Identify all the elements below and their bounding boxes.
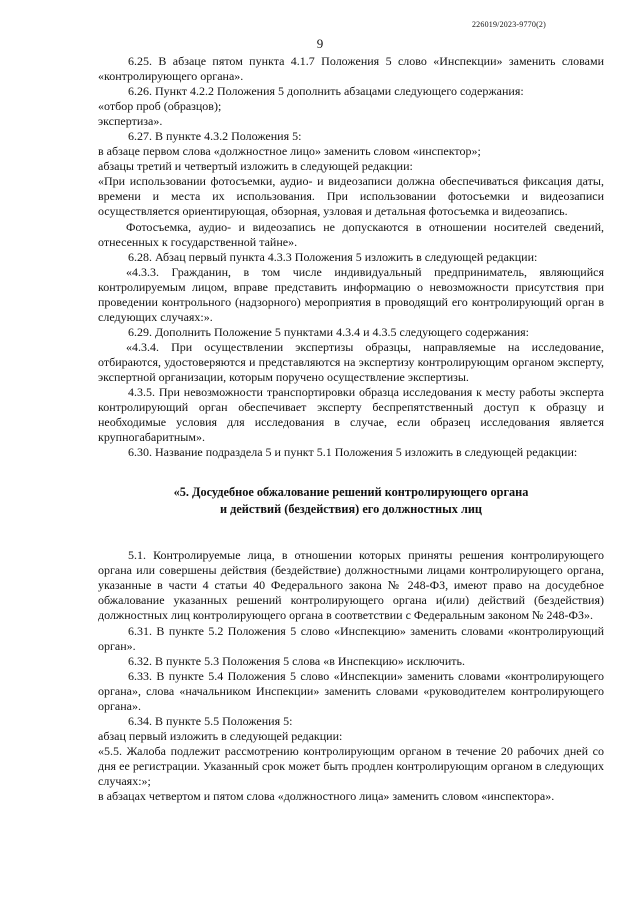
- paragraph-6-28: 6.28. Абзац первый пункта 4.3.3 Положения 5 изложить в следующей редакции:: [128, 249, 538, 264]
- document-number: 226019/2023-9770(2): [471, 20, 546, 29]
- paragraph-6-29: 6.29. Дополнить Положение 5 пунктами 4.3.4 и 4.3.5 следующего содержания:: [128, 324, 529, 339]
- paragraph-6-32: 6.32. В пункте 5.3 Положения 5 слова «в Инспекцию» исключить.: [128, 653, 465, 668]
- paragraph-6-26: 6.26. Пункт 4.2.2 Положения 5 дополнить абзацами следующего содержания:: [128, 84, 524, 99]
- paragraph-6-34: 6.34. В пункте 5.5 Положения 5:: [128, 713, 293, 728]
- paragraph-6-26-a: «отбор проб (образцов);: [98, 99, 222, 114]
- paragraph-6-27: 6.27. В пункте 4.3.2 Положения 5:: [128, 129, 302, 144]
- paragraph-5-1: 5.1. Контролируемые лица, в отношении которых приняты решения контролирующего органа или совершены действия (бездействие) должностными лицами контролирующего органа, указанные в части 4 статьи 40 Федерального закона № 248-ФЗ, имеют право на досудебное обжалование указанных решений контролирующего органа и(или) действий (бездействия) должностных лиц контролирующего органа в соответствии с Федеральным законом № 248-ФЗ».: [98, 548, 604, 623]
- paragraph-6-27-c: «При использовании фотосъемки, аудио- и видеозаписи должна обеспечиваться фиксация даты, времени и места их использования. При использовании фотосъемки и видеозаписи осуществляется ориентирующая, обзорная, узловая и детальная фотосъемка и видеозапись.: [98, 174, 604, 219]
- paragraph-6-34-a: абзац первый изложить в следующей редакции:: [98, 728, 343, 743]
- section-heading: [98, 484, 604, 518]
- paragraph-6-27-a: в абзаце первом слова «должностное лицо» заменить словом «инспектор»;: [98, 144, 481, 159]
- paragraph-6-25: 6.25. В абзаце пятом пункта 4.1.7 Положения 5 слово «Инспекции» заменить словами «контролирующего органа».: [98, 54, 604, 84]
- paragraph-6-29-b: 4.3.5. При невозможности транспортировки образца исследования к месту работы эксперта контролирующий орган обеспечивает эксперту беспрепятственный доступ к образцу и необходимые условия для исследования в случае, если образец исследования является крупногабаритным».: [98, 385, 604, 445]
- paragraph-6-34-b: «5.5. Жалоба подлежит рассмотрению контролирующим органом в течение 20 рабочих дней со дня ее регистрации. Указанный срок может быть продлен контролирующим органом в следующих случаях:»;: [98, 743, 604, 788]
- paragraph-6-28-a: «4.3.3. Гражданин, в том числе индивидуальный предприниматель, являющийся контролируемым лицом, вправе представить информацию о невозможности присутствия при проведении контрольного (надзорного) мероприятия в проводящий его контролирующий орган в следующих случаях:».: [98, 264, 604, 324]
- paragraph-6-31: 6.31. В пункте 5.2 Положения 5 слово «Инспекцию» заменить словами «контролирующий орган».: [98, 623, 604, 653]
- paragraph-6-29-a: «4.3.4. При осуществлении экспертизы образцы, направляемые на исследование, отбираются, удостоверяются и представляются на экспертизу контролирующим органом эксперту, экспертной организации, которым поручено осуществление экспертизы.: [98, 339, 604, 384]
- paragraph-6-30: 6.30. Название подраздела 5 и пункт 5.1 Положения 5 изложить в следующей редакции:: [128, 445, 578, 460]
- paragraph-6-33: 6.33. В пункте 5.4 Положения 5 слово «Инспекции» заменить словами «контролирующего органа», слова «начальником Инспекции» заменить словами «руководителем контролирующего органа».: [98, 668, 604, 713]
- paragraph-6-27-b: абзацы третий и четвертый изложить в следующей редакции:: [98, 159, 413, 174]
- paragraph-6-34-c: в абзацах четвертом и пятом слова «должностного лица» заменить словом «инспектора».: [98, 789, 555, 804]
- paragraph-6-26-b: экспертиза».: [98, 114, 163, 129]
- section-heading-line-2: и действий (бездействия) его должностных лиц: [219, 502, 483, 517]
- section-heading-line-1: «5. Досудебное обжалование решений контролирующего органа: [173, 485, 529, 500]
- paragraph-6-27-d: Фотосъемка, аудио- и видеозапись не допускаются в отношении носителей сведений, отнесенных к государственной тайне».: [98, 219, 604, 249]
- document-body: [98, 54, 604, 804]
- page-number: 9: [316, 36, 324, 51]
